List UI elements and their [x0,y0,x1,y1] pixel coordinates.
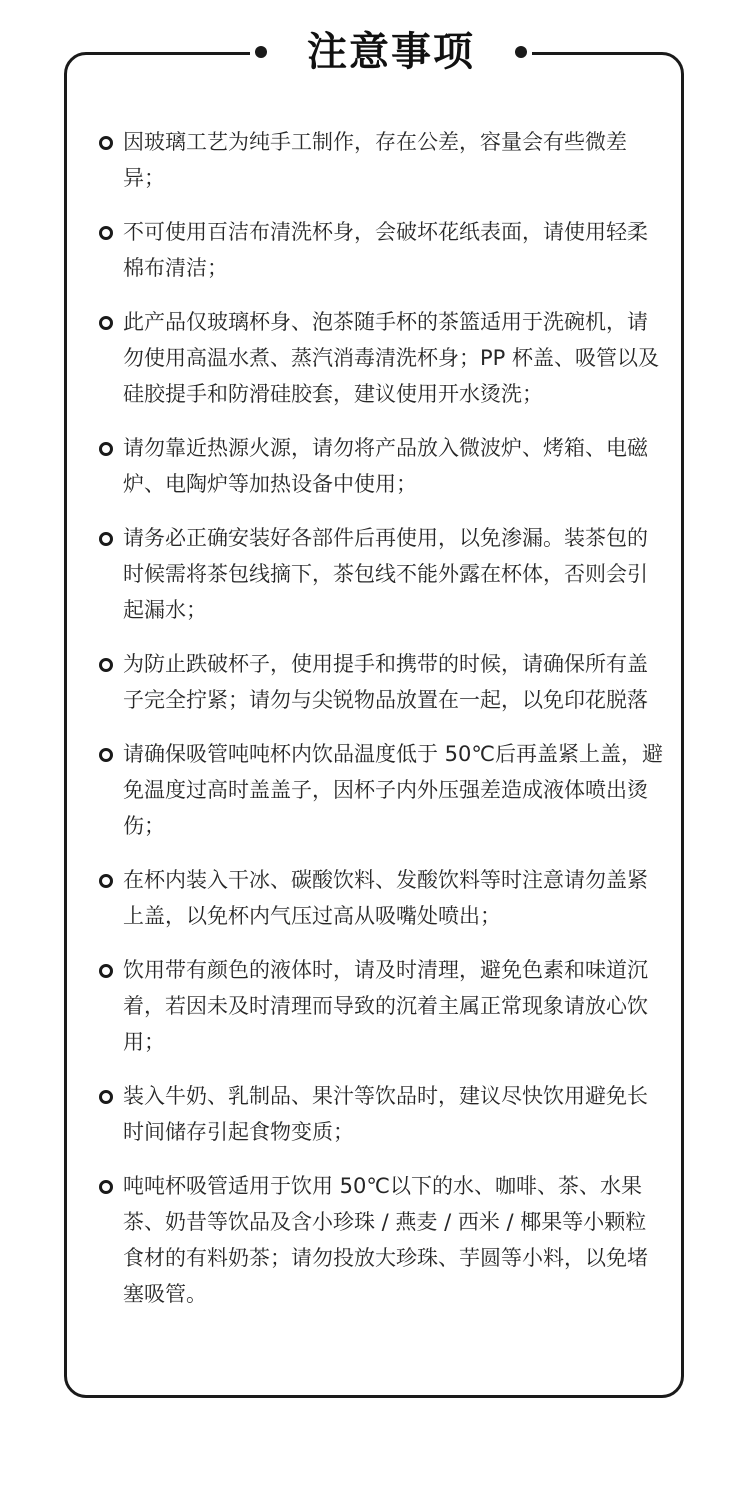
notice-item [96,124,664,196]
ring-bullet-icon [99,964,113,978]
notice-text: 装入牛奶、乳制品、果汁等饮品时，建议尽快饮用避免长时间储存引起食物变质； [123,1084,648,1144]
notice-item [96,214,664,286]
ring-bullet-icon [99,226,113,240]
page-title: 注意事项 [307,29,475,75]
notice-text: 在杯内装入干冰、碳酸饮料、发酸饮料等时注意请勿盖紧上盖，以免杯内气压过高从吸嘴处喷出； [123,868,648,928]
notice-item [96,430,664,502]
title-banner [250,24,532,84]
notice-item [96,736,664,844]
title-right-dot-icon [515,46,527,58]
notice-item [96,1168,664,1312]
notice-text: 请勿靠近热源火源，请勿将产品放入微波炉、烤箱、电磁炉、电陶炉等加热设备中使用； [123,436,648,496]
notice-text: 为防止跌破杯子，使用提手和携带的时候，请确保所有盖子完全拧紧；请勿与尖锐物品放置在一起，以免印花脱落 [123,652,648,712]
notice-item [96,520,664,628]
notice-text: 请务必正确安装好各部件后再使用，以免渗漏。装茶包的时候需将茶包线摘下，茶包线不能外露在杯体，否则会引起漏水； [123,526,648,622]
notice-text: 吨吨杯吸管适用于饮用 50℃以下的水、咖啡、茶、水果茶、奶昔等饮品及含小珍珠 / 燕麦 / 西米 / 椰果等小颗粒食材的有料奶茶；请勿投放大珍珠、芋圆等小料，以免堵塞吸管。 [123,1174,648,1306]
ring-bullet-icon [99,1180,113,1194]
notice-item [96,952,664,1060]
ring-bullet-icon [99,658,113,672]
ring-bullet-icon [99,136,113,150]
notice-text: 因玻璃工艺为纯手工制作，存在公差，容量会有些微差异； [123,130,627,190]
notice-text: 请确保吸管吨吨杯内饮品温度低于 50℃后再盖紧上盖，避免温度过高时盖盖子，因杯子内外压强差造成液体喷出烫伤； [123,742,663,838]
notice-item [96,646,664,718]
ring-bullet-icon [99,874,113,888]
ring-bullet-icon [99,316,113,330]
notice-text: 不可使用百洁布清洗杯身，会破坏花纸表面，请使用轻柔棉布清洁； [123,220,648,280]
ring-bullet-icon [99,748,113,762]
ring-bullet-icon [99,532,113,546]
notice-text: 饮用带有颜色的液体时，请及时清理，避免色素和味道沉着，若因未及时清理而导致的沉着主属正常现象请放心饮用； [123,958,648,1054]
notice-list [96,124,664,1330]
notice-item [96,862,664,934]
notice-item [96,1078,664,1150]
ring-bullet-icon [99,1090,113,1104]
ring-bullet-icon [99,442,113,456]
notice-text: 此产品仅玻璃杯身、泡茶随手杯的茶篮适用于洗碗机，请勿使用高温水煮、蒸汽消毒清洗杯身；PP 杯盖、吸管以及硅胶提手和防滑硅胶套，建议使用开水烫洗； [123,310,660,406]
notice-item [96,304,664,412]
